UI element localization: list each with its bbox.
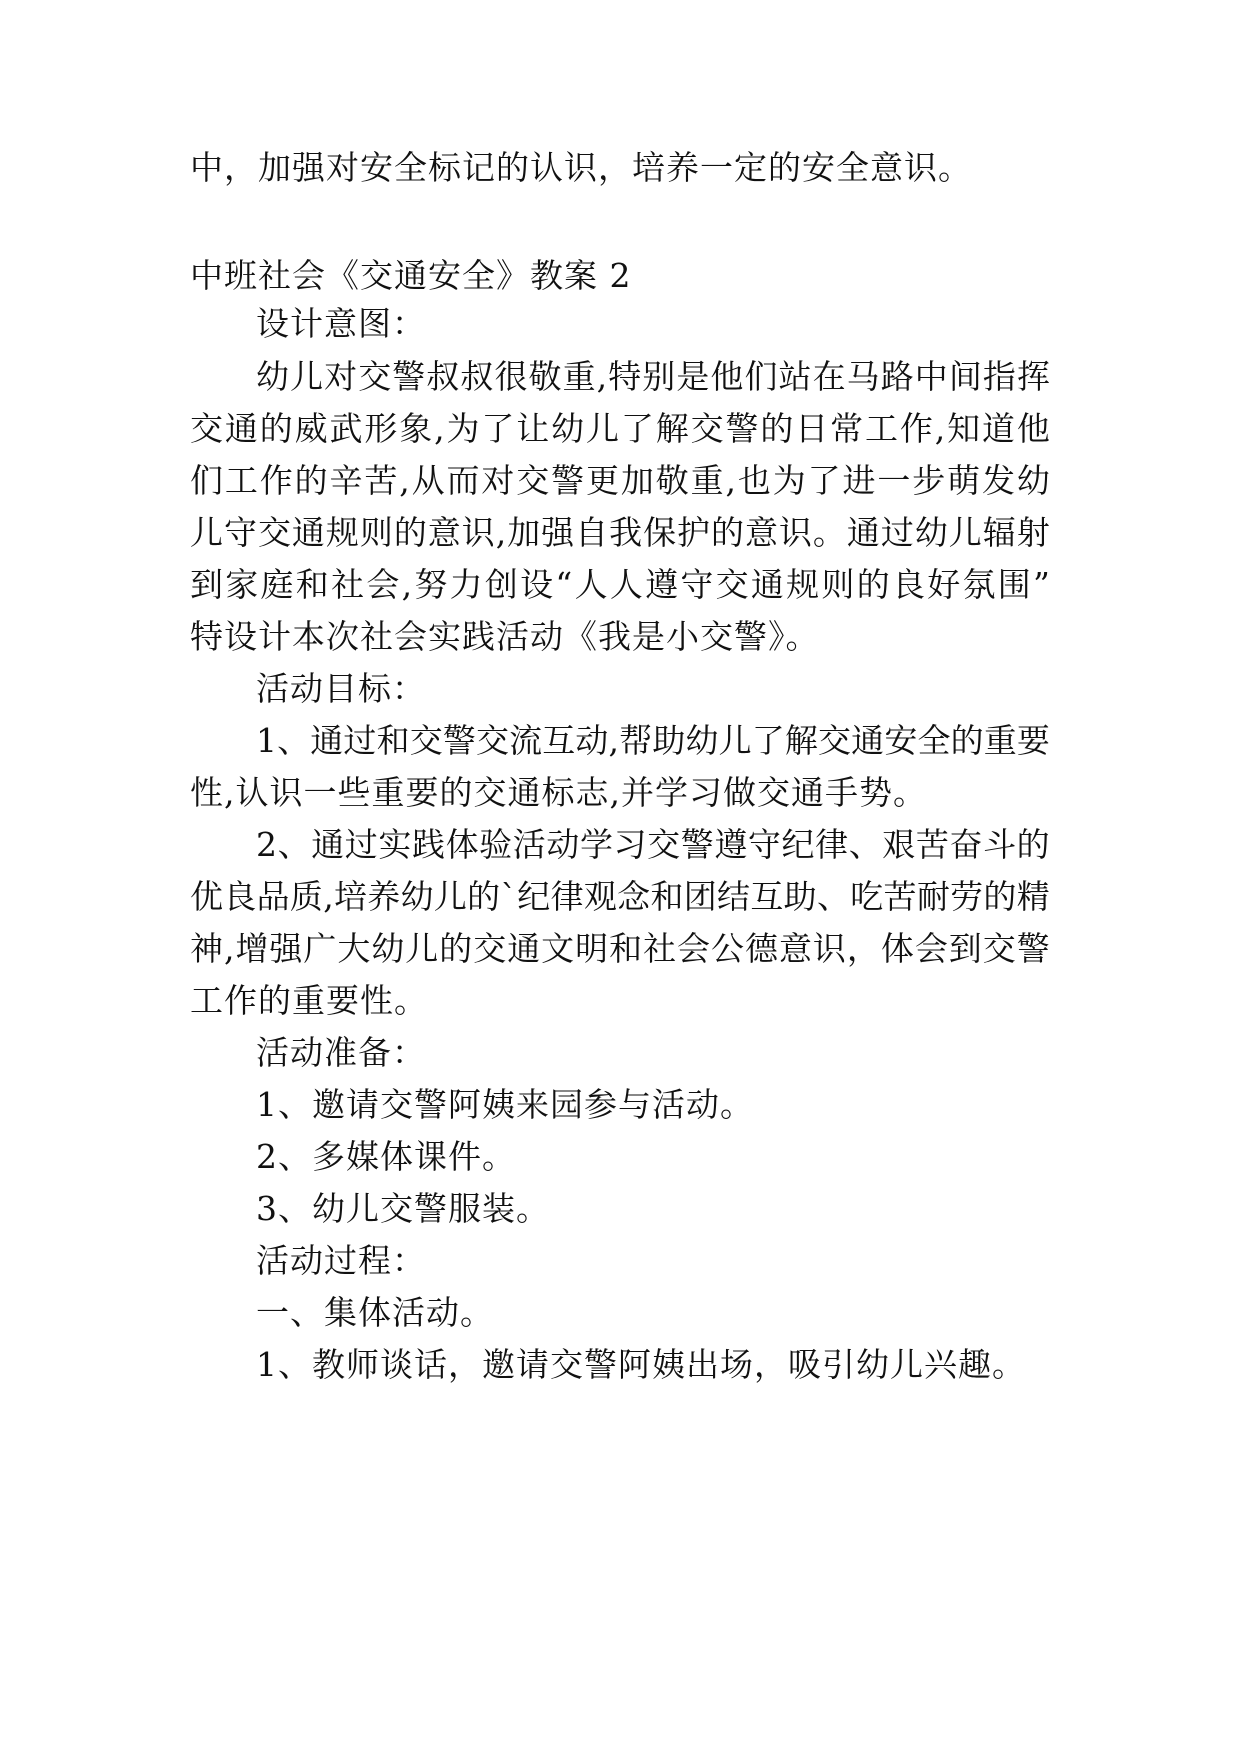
paragraph-line: 幼 儿 对 交 警 叔 叔 很 敬 重 , 特 别 是 他 们 站 在 马 路 中 间 指 挥 [256, 357, 1050, 396]
paragraph-line: 儿 守 交 通 规 则 的 意 识 , 加 强 自 我 保 护 的 意 识 。 通 过 幼 儿 辐 射 [190, 513, 1050, 552]
list-item: 2、多媒体课件。 [256, 1137, 516, 1176]
list-item-line: 性,认识一些重要的交通标志,并学习做交通手势。 [190, 773, 927, 812]
paragraph-line: 到 家 庭 和 社 会 , 努 力 创 设 “ 人 人 遵 守 交 通 规 则 的 良 好 氛 围 ” [190, 565, 1050, 604]
list-item-line: 1 、 通 过 和 交 警 交 流 互 动 , 帮 助 幼 儿 了 解 交 通 安 全 的 重 要 [256, 721, 1050, 760]
subheading-objectives: 活动目标： [256, 669, 426, 708]
subheading-design-intent: 设计意图： [256, 304, 426, 343]
text-line-continuation: 中，加强对安全标记的认识，培养一定的安全意识。 [190, 148, 972, 187]
subheading-process: 活动过程： [256, 1241, 426, 1280]
paragraph-line: 交 通 的 威 武 形 象 , 为 了 让 幼 儿 了 解 交 警 的 日 常 工 作 , 知 道 他 [190, 409, 1050, 448]
list-item: 1、教师谈话，邀请交警阿姨出场，吸引幼儿兴趣。 [256, 1345, 1026, 1384]
subheading-preparation: 活动准备： [256, 1033, 426, 1072]
section-heading: 中班社会《交通安全》教案 2 [190, 256, 632, 295]
list-item-line: 2 、 通 过 实 践 体 验 活 动 学 习 交 警 遵 守 纪 律 、 艰 苦 奋 斗 的 [256, 825, 1050, 864]
list-item: 一、集体活动。 [256, 1293, 494, 1332]
paragraph-line: 特设计本次社会实践活动《我是小交警》。 [190, 617, 820, 656]
list-item-line: 工作的重要性。 [190, 981, 428, 1020]
list-item-line: 优 良 品 质 , 培 养 幼 儿 的 ` 纪 律 观 念 和 团 结 互 助 、 吃 苦 耐 劳 的 精 [190, 877, 1050, 916]
list-item: 3、幼儿交警服装。 [256, 1189, 550, 1228]
paragraph-line: 们 工 作 的 辛 苦 , 从 而 对 交 警 更 加 敬 重 , 也 为 了 进 一 步 萌 发 幼 [190, 461, 1050, 500]
list-item: 1、邀请交警阿姨来园参与活动。 [256, 1085, 754, 1124]
list-item-line: 神 , 增 强 广 大 幼 儿 的 交 通 文 明 和 社 会 公 德 意 识 ， 体 会 到 交 警 [190, 929, 1050, 968]
